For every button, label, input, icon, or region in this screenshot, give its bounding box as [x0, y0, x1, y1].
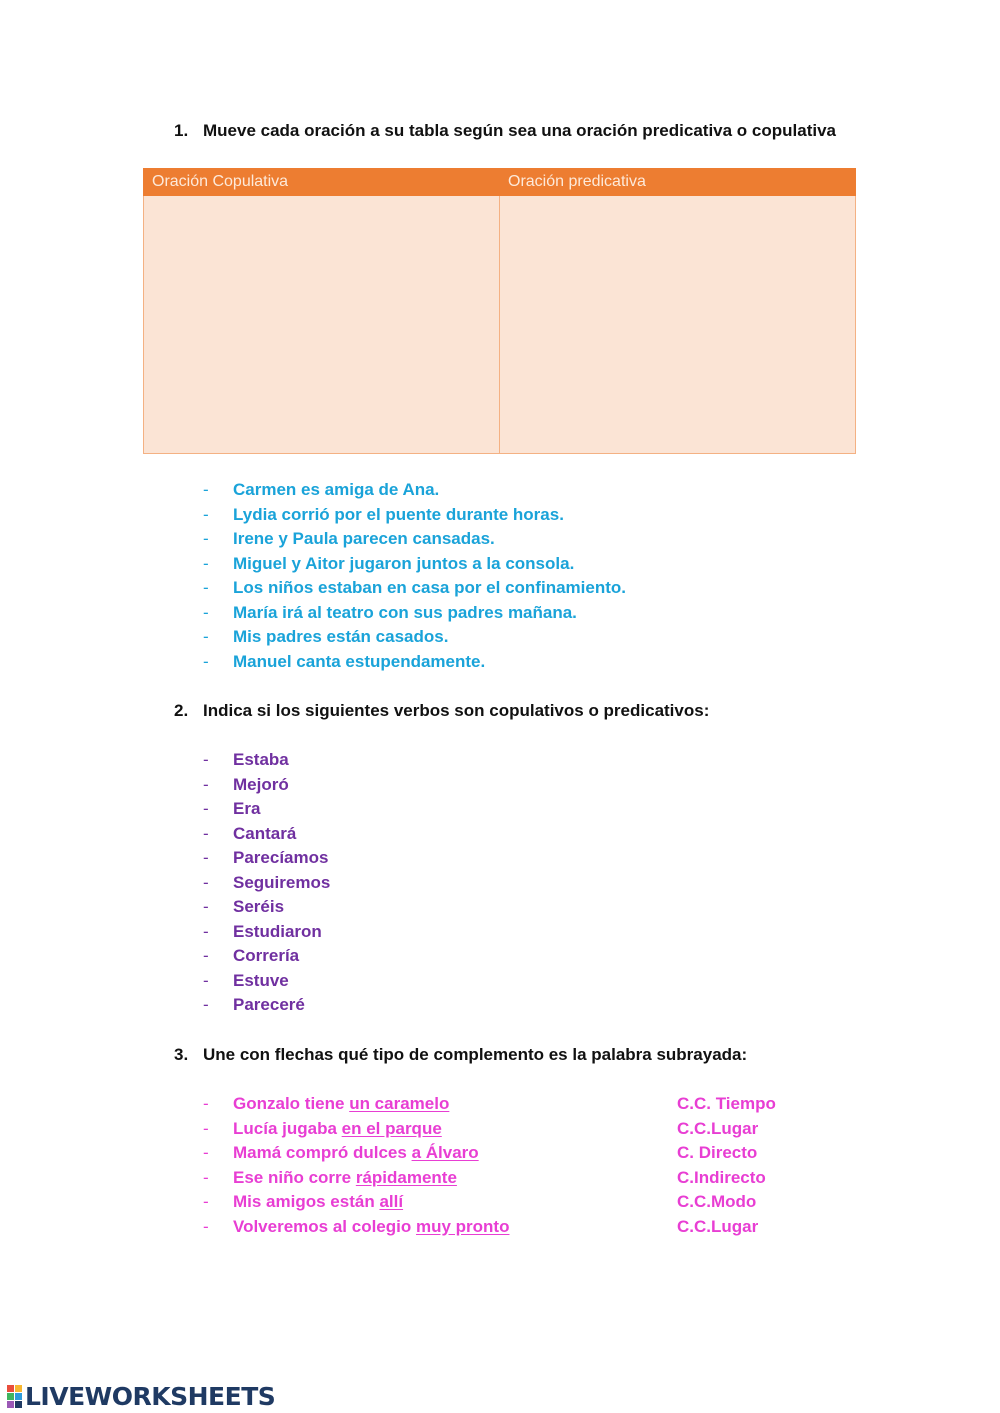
matching-sentence[interactable]: - Volveremos al colegio muy pronto	[203, 1216, 510, 1236]
draggable-sentence[interactable]: - Miguel y Aitor jugaron juntos a la consola.	[203, 553, 575, 573]
liveworksheets-logo	[7, 1381, 275, 1411]
matching-sentence[interactable]: - Mamá compró dulces a Álvaro	[203, 1143, 479, 1162]
verb-item[interactable]: - Seréis	[203, 897, 285, 916]
column-header-predicativa: Oración predicativa	[500, 169, 856, 196]
matching-sentence[interactable]: - Gonzalo tiene un caramelo	[203, 1094, 450, 1113]
draggable-sentence[interactable]: - Mis padres están casados.	[203, 627, 449, 646]
verb-item[interactable]: - Estaba	[203, 750, 289, 769]
question-text: Mueve cada oración a su tabla según sea una oración predicativa o copulativa	[203, 121, 836, 140]
complement-type-option[interactable]: C.C.Lugar	[677, 1118, 759, 1138]
drop-zone-predicativa[interactable]	[500, 196, 856, 454]
question-2	[174, 701, 709, 721]
draggable-sentence[interactable]: - Manuel canta estupendamente.	[203, 651, 486, 671]
verb-item[interactable]: - Era	[203, 799, 261, 818]
verb-item[interactable]: - Mejoró	[203, 774, 289, 794]
sentence-list	[203, 478, 626, 674]
classification-table	[143, 168, 856, 454]
question-3	[174, 1045, 747, 1065]
underlined-complement: un caramelo	[349, 1094, 450, 1113]
matching-sentence[interactable]: - Ese niño corre rápidamente	[203, 1167, 457, 1187]
draggable-sentence[interactable]: - Los niños estaban en casa por el confinamiento.	[203, 578, 626, 597]
matching-sentence-list	[203, 1092, 509, 1239]
question-number: 3.	[174, 1045, 189, 1064]
verb-item[interactable]: - Estudiaron	[203, 921, 322, 941]
verb-item[interactable]: - Estuve	[203, 970, 289, 990]
verb-list	[203, 748, 330, 1018]
matching-sentence[interactable]: - Mis amigos están allí	[203, 1192, 404, 1211]
complement-type-list	[677, 1092, 776, 1239]
draggable-sentence[interactable]: - Irene y Paula parecen cansadas.	[203, 529, 495, 548]
column-header-copulativa: Oración Copulativa	[144, 169, 500, 196]
complement-type-option[interactable]: C.Indirecto	[677, 1167, 766, 1187]
drop-zone-copulativa[interactable]	[144, 196, 500, 454]
underlined-complement: a Álvaro	[411, 1143, 479, 1162]
underlined-complement: en el parque	[341, 1118, 442, 1138]
complement-type-option[interactable]: C.C. Tiempo	[677, 1094, 776, 1113]
draggable-sentence[interactable]: - Carmen es amiga de Ana.	[203, 480, 440, 499]
question-number: 1.	[174, 121, 189, 140]
draggable-sentence[interactable]: - Lydia corrió por el puente durante horas.	[203, 504, 564, 524]
verb-item[interactable]: - Pareceré	[203, 995, 305, 1014]
verb-item[interactable]: - Cantará	[203, 823, 297, 843]
question-text: Une con flechas qué tipo de complemento es la palabra subrayada:	[203, 1045, 748, 1064]
complement-type-option[interactable]: C.C.Lugar	[677, 1216, 759, 1236]
question-text: Indica si los siguientes verbos son copulativos o predicativos:	[203, 701, 710, 720]
underlined-complement: muy pronto	[415, 1216, 510, 1236]
verb-item[interactable]: - Correría	[203, 946, 300, 965]
logo-text: LIVEWORKSHEETS	[25, 1381, 276, 1411]
question-1	[174, 121, 836, 141]
draggable-sentence[interactable]: - María irá al teatro con sus padres mañana.	[203, 602, 577, 622]
complement-type-option[interactable]: C.C.Modo	[677, 1192, 757, 1211]
underlined-complement: rápidamente	[355, 1167, 457, 1187]
complement-type-option[interactable]: C. Directo	[677, 1143, 758, 1162]
question-number: 2.	[174, 701, 189, 720]
matching-sentence[interactable]: - Lucía jugaba en el parque	[203, 1118, 442, 1138]
liveworksheets-logo-icon	[7, 1385, 22, 1408]
underlined-complement: allí	[379, 1192, 404, 1211]
verb-item[interactable]: - Seguiremos	[203, 872, 331, 892]
verb-item[interactable]: - Parecíamos	[203, 848, 329, 867]
